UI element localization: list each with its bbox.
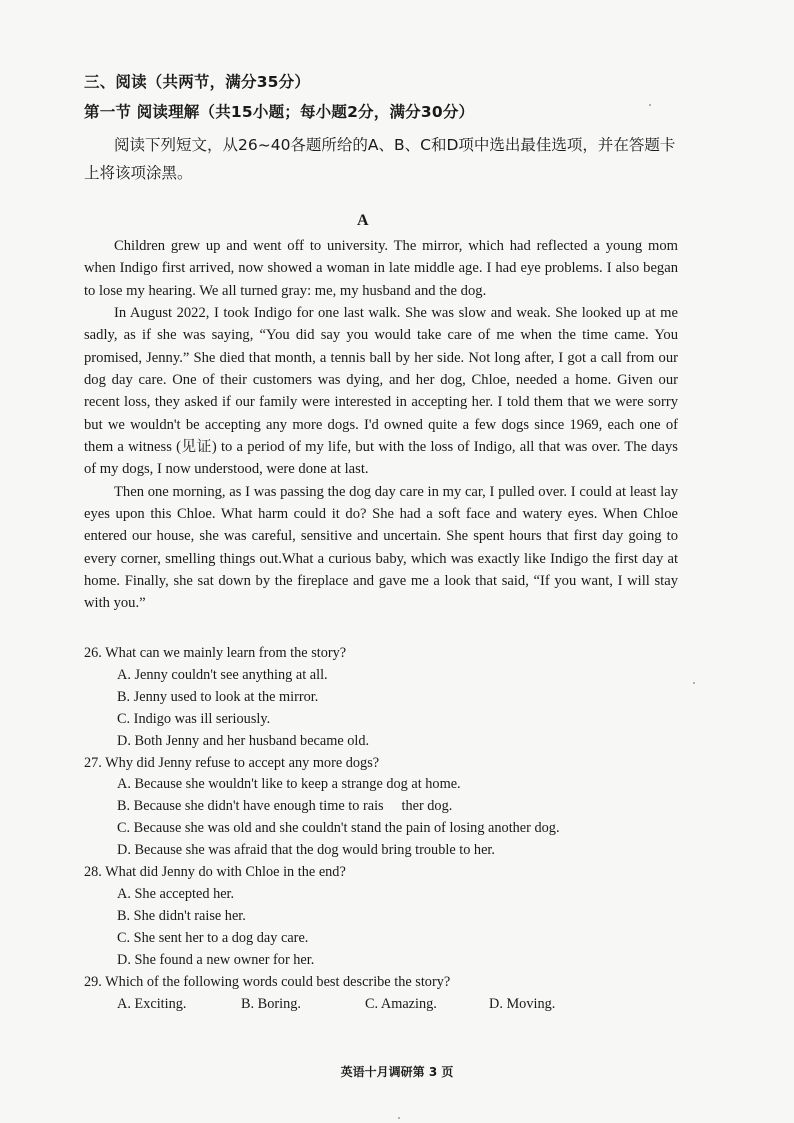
question-block xyxy=(84,862,684,972)
answer-option: B. Because she didn't have enough time to rais ther dog. xyxy=(117,798,453,815)
answer-option: B. She didn't raise her. xyxy=(117,907,246,924)
section-heading: 三、阅读（共两节，满分35分） xyxy=(84,73,311,91)
answer-option-row xyxy=(117,994,684,1016)
instruction-text: 阅读下列短文，从26~40各题所给的A、B、C和D项中选出最佳选项，并在答题卡上将该项涂黑。 xyxy=(84,136,676,182)
scan-speck xyxy=(398,1117,400,1119)
question-block xyxy=(84,972,684,1016)
page-footer: 英语十月调研第 3 页 xyxy=(340,1065,454,1079)
passage-body xyxy=(84,235,678,615)
answer-option: A. Jenny couldn't see anything at all. xyxy=(117,666,328,683)
answer-option: D. She found a new owner for her. xyxy=(117,951,315,968)
answer-option: A. Exciting. xyxy=(117,995,187,1012)
answer-option: D. Because she was afraid that the dog would bring trouble to her. xyxy=(117,842,495,859)
passage-paragraph: Then one morning, as I was passing the dog day care in my car, I pulled over. I could at least lay eyes upon this Chloe. What harm could it do? She had a soft face and watery eyes. When Chloe entered our house, she was careful, sensitive and uncertain. She spent hours that first day going to every corner, smelling things out.What a curious baby, which was exactly like Indigo the first day at home. Finally, she sat down by the fireplace and gave me a look that said, “If you want, I will stay with you.” xyxy=(84,483,678,612)
scan-speck xyxy=(649,104,651,106)
question-stem: 27. Why did Jenny refuse to accept any more dogs? xyxy=(84,754,380,771)
question-block xyxy=(84,753,684,863)
question-stem: 26. What can we mainly learn from the story? xyxy=(84,645,347,661)
answer-option: C. Indigo was ill seriously. xyxy=(117,710,271,727)
scan-speck xyxy=(693,682,695,684)
question-stem: 28. What did Jenny do with Chloe in the end? xyxy=(84,864,346,881)
question-list xyxy=(84,643,684,1015)
passage-label: A xyxy=(357,212,369,229)
answer-option: B. Boring. xyxy=(241,995,301,1012)
answer-option: B. Jenny used to look at the mirror. xyxy=(117,688,319,705)
answer-option: D. Moving. xyxy=(489,995,556,1012)
answer-option: D. Both Jenny and her husband became old. xyxy=(117,732,370,749)
passage-paragraph: In August 2022, I took Indigo for one last walk. She was slow and weak. She looked up at me sadly, as if she was saying, “You did say you would take care of me when the time came. You promised, Jenny.” She died that month, a tennis ball by her side. Not long after, I got a call from our dog day care. One of their customers was dying, and her dog, Chloe, needed a home. Given our recent loss, they asked if our family were interested in accepting her. I told them that we were sorry but we wouldn't be accepting any more dogs. I'd owned quite a few dogs since 1969, each one of them a witness (见证) to a period of my life, but with the loss of Indigo, all that was over. The days of my dogs, I now understood, were done at last. xyxy=(84,305,678,478)
answer-option: C. She sent her to a dog day care. xyxy=(117,929,309,946)
section-subheading: 第一节 阅读理解（共15小题；每小题2分，满分30分） xyxy=(84,103,475,121)
question-block xyxy=(84,643,684,753)
question-stem: 29. Which of the following words could best describe the story? xyxy=(84,973,451,990)
passage-paragraph: Children grew up and went off to university. The mirror, which had reflected a young mom when Indigo first arrived, now showed a woman in late middle age. I had eye problems. I also began to lose my hearing. We all turned gray: me, my husband and the dog. xyxy=(84,238,678,299)
answer-option: A. Because she wouldn't like to keep a strange dog at home. xyxy=(117,776,461,793)
answer-option: C. Because she was old and she couldn't stand the pain of losing another dog. xyxy=(117,820,560,837)
answer-option: C. Amazing. xyxy=(365,995,437,1012)
answer-option: A. She accepted her. xyxy=(117,885,235,902)
